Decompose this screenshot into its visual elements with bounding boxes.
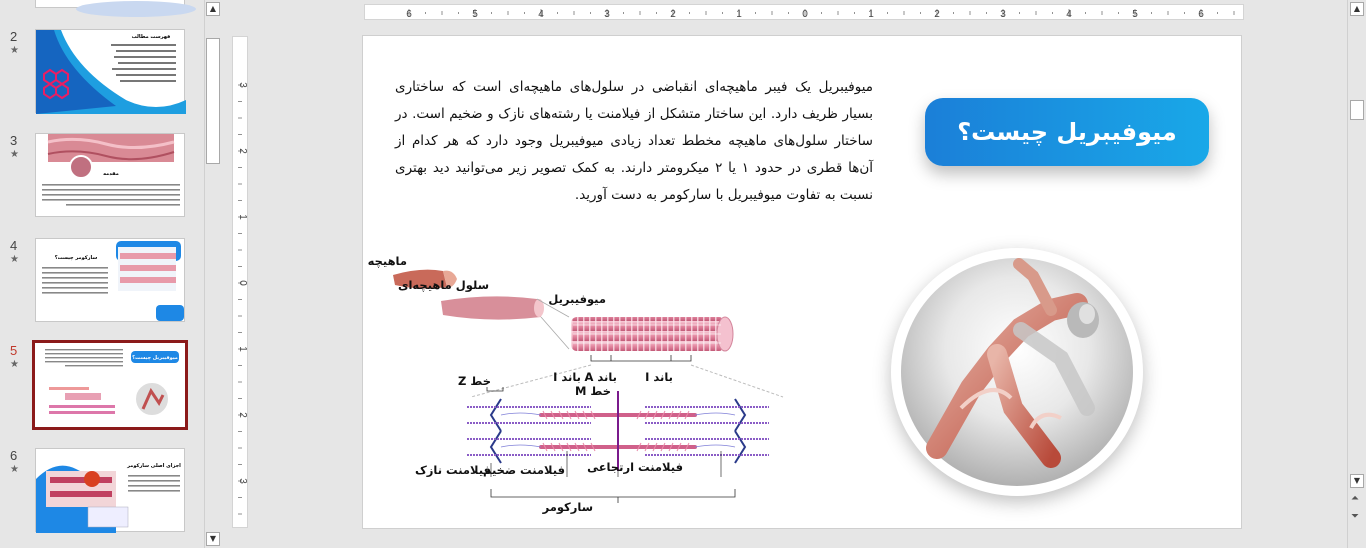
- scroll-down-button[interactable]: ▼: [1350, 474, 1364, 488]
- slide-thumbnail-4[interactable]: [35, 238, 185, 322]
- anatomy-figure-photo: [901, 258, 1133, 486]
- label-muscle-cell: سلول ماهیچه‌ای: [397, 278, 489, 292]
- label-i-band-right: باند I: [645, 370, 673, 384]
- label-myofibril: میوفیبریل: [548, 292, 606, 306]
- svg-text:اجزای اصلی سارکومر: اجزای اصلی سارکومر: [127, 463, 181, 469]
- scroll-up-button[interactable]: ▲: [206, 2, 220, 16]
- ruler-label: 4: [538, 9, 544, 20]
- scroll-thumb[interactable]: [1350, 100, 1364, 120]
- scroll-up-button[interactable]: ▲: [1350, 2, 1364, 16]
- ruler-label: 2: [934, 9, 940, 20]
- slide-scrollbar[interactable]: [1347, 0, 1366, 548]
- label-sarcomere: سارکومر: [542, 500, 593, 514]
- myofibril-diagram[interactable]: [367, 241, 853, 516]
- star-icon: ★: [10, 464, 19, 475]
- vertical-ruler: [232, 36, 248, 528]
- slide-title[interactable]: میوفیبریل چیست؟: [925, 98, 1209, 166]
- ruler-label: 5: [1132, 9, 1138, 20]
- slide-thumbnail-1[interactable]: [35, 0, 185, 8]
- svg-text:مقدمه: مقدمه: [103, 171, 119, 177]
- label-elastic-filament: فیلامنت ارتجاعی: [587, 460, 683, 474]
- label-thick-filament: فیلامنت ضخیم: [482, 463, 565, 477]
- ruler-label: 5: [472, 9, 478, 20]
- ruler-label: 1: [868, 9, 874, 20]
- ruler-label: 2: [237, 148, 248, 154]
- ruler-label: 2: [237, 412, 248, 418]
- ruler-label: 6: [406, 9, 412, 20]
- ruler-label: 4: [1066, 9, 1072, 20]
- ruler-label: 2: [670, 9, 676, 20]
- ruler-label: 3: [237, 82, 248, 88]
- slide-thumbnail-5[interactable]: [32, 340, 188, 430]
- slide-thumbnail-6[interactable]: [35, 448, 185, 532]
- svg-text:سارکومر چیست؟: سارکومر چیست؟: [54, 255, 98, 261]
- slide-editing-area: [224, 0, 1346, 548]
- label-muscle: ماهیچه: [367, 254, 407, 268]
- slide-number: 4: [10, 238, 18, 253]
- ruler-label: 3: [1000, 9, 1006, 20]
- star-icon: ★: [10, 254, 19, 265]
- body-text[interactable]: میوفیبریل یک فیبر ماهیچه‌ای انقباضی در سلول‌های ماهیچه‌ای است که ساختاری بسیار ظریف دارد. این ساختار متشکل از فیلامنت یا رشته‌های نازک و ضخیم است. در ساختار سلول‌های ماهیچه مخطط تعداد زیادی میوفیبریل وجود دارد که هر کدام از آن‌ها قطری در حدود ۱ یا ۲ میکرومتر دارند. به کمک تصویر زیر می‌توانید دید بهتری نسبت به تفاوت میوفیبریل با سارکومر به دست آورید.: [395, 79, 873, 203]
- slide-number: 3: [10, 133, 18, 148]
- ruler-label: 1: [736, 9, 742, 20]
- label-a-band: باند A: [584, 370, 617, 384]
- label-thin-filament: فیلامنت نازک: [415, 463, 491, 477]
- slide-number: 6: [10, 448, 18, 463]
- ruler-label: 0: [802, 9, 808, 20]
- scroll-down-button[interactable]: ▼: [206, 532, 220, 546]
- slide-thumbnail-3[interactable]: [35, 133, 185, 217]
- svg-text:میوفیبریل چیست؟: میوفیبریل چیست؟: [132, 355, 178, 361]
- star-icon: ★: [10, 45, 19, 56]
- horizontal-ruler: [364, 4, 1244, 20]
- ruler-label: 1: [237, 346, 248, 352]
- star-icon: ★: [10, 359, 19, 370]
- ruler-label: 0: [237, 280, 248, 286]
- ruler-label: 3: [237, 478, 248, 484]
- star-icon: ★: [10, 149, 19, 160]
- slide-number: 2: [10, 29, 18, 44]
- muscle-figure-image[interactable]: [891, 248, 1143, 496]
- thumbnail-scrollbar[interactable]: [204, 0, 222, 548]
- label-m-line: خط M: [574, 384, 611, 398]
- scroll-thumb[interactable]: [206, 38, 220, 164]
- slide-canvas[interactable]: [362, 35, 1242, 529]
- slide-thumbnail-pane: [0, 0, 202, 548]
- slide-thumbnail-2[interactable]: [35, 29, 185, 113]
- label-z-line: خط Z: [458, 374, 491, 388]
- slide-number: 5: [10, 343, 18, 358]
- label-i-band-left: باند I: [553, 370, 581, 384]
- ruler-label: 3: [604, 9, 610, 20]
- ruler-label: 1: [237, 214, 248, 220]
- ruler-label: 6: [1198, 9, 1204, 20]
- next-slide-icon[interactable]: ⏷: [1351, 511, 1359, 522]
- svg-text:فهرست مطالب: فهرست مطالب: [131, 34, 171, 40]
- previous-slide-icon[interactable]: ⏶: [1351, 493, 1359, 504]
